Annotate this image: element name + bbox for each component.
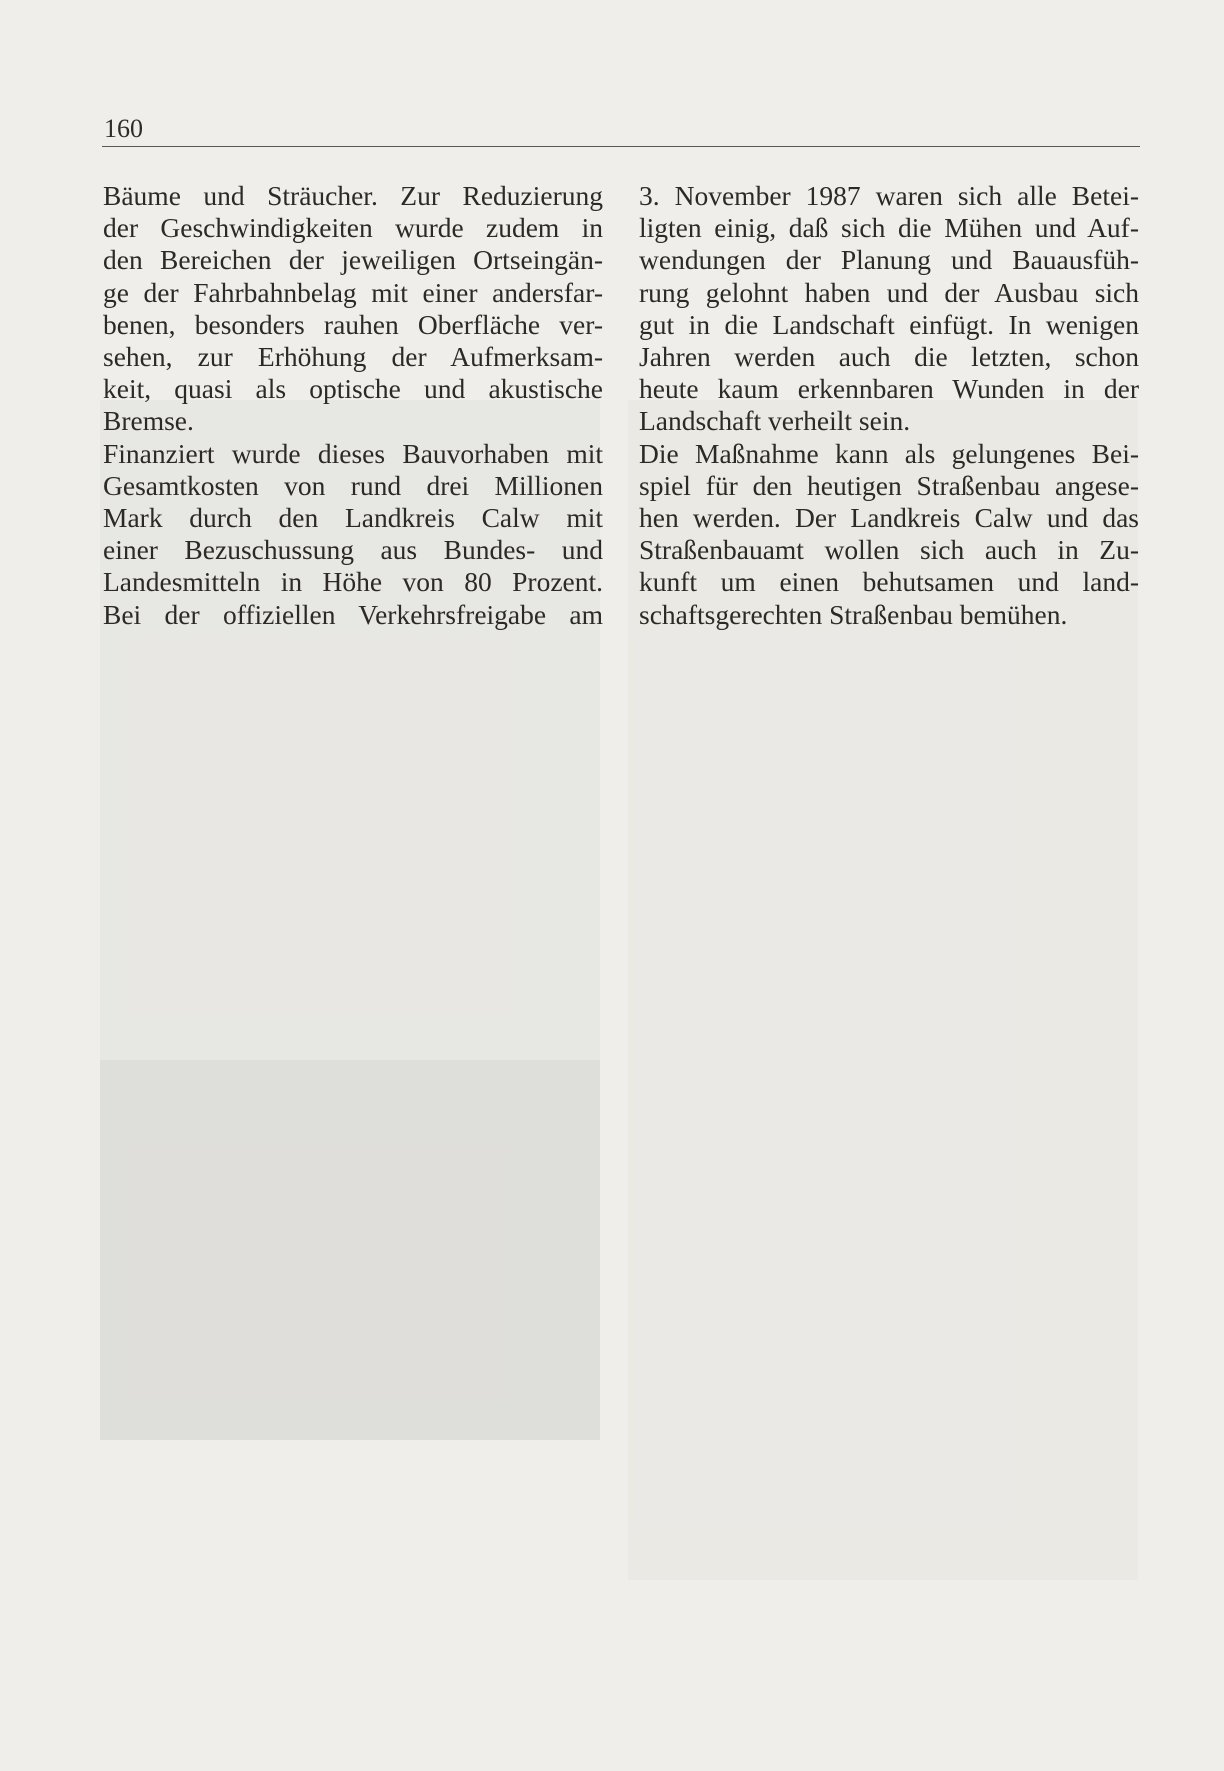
page-number: 160: [104, 114, 143, 143]
text-line: Jahren werden auch die letzten, schon: [639, 341, 1139, 373]
text-line: hen werden. Der Landkreis Calw und das: [639, 502, 1139, 534]
text-line: Bremse.: [103, 405, 194, 437]
text-line: Finanziert wurde dieses Bauvorhaben mit: [103, 437, 603, 469]
text-line: den Bereichen der jeweiligen Ortseingän-: [103, 244, 603, 276]
text-line: Bei der offiziellen Verkehrsfreigabe am: [103, 598, 603, 630]
text-line: sehen, zur Erhöhung der Aufmerksam-: [103, 341, 603, 373]
header-rule: [102, 146, 1140, 147]
paragraph-opening: [639, 180, 1139, 438]
text-line: kunft um einen behutsamen und land-: [639, 566, 1139, 598]
text-line: keit, quasi als optische und akustische: [103, 373, 603, 405]
text-line: Landschaft verheilt sein.: [639, 405, 911, 437]
text-line: einer Bezuschussung aus Bundes- und: [103, 534, 603, 566]
text-line: spiel für den heutigen Straßenbau angese-: [639, 469, 1139, 501]
text-line: benen, besonders rauhen Oberfläche ver-: [103, 308, 603, 340]
text-line: schaftsgerechten Straßenbau bemühen.: [639, 598, 1068, 630]
paragraph-roadwork: [103, 180, 603, 438]
text-line: ge der Fahrbahnbelag mit einer andersfar-: [103, 276, 603, 308]
text-line: rung gelohnt haben und der Ausbau sich: [639, 276, 1139, 308]
right-column: [639, 180, 1139, 631]
text-line: ligten einig, daß sich die Mühen und Auf-: [639, 212, 1139, 244]
text-line: Gesamtkosten von rund drei Millionen: [103, 469, 603, 501]
show-through-left-photo: [100, 1060, 600, 1440]
text-line: gut in die Landschaft einfügt. In wenigen: [639, 308, 1139, 340]
paragraph-financing: [103, 438, 603, 631]
text-line: der Geschwindigkeiten wurde zudem in: [103, 212, 603, 244]
paragraph-conclusion: [639, 438, 1139, 631]
text-line: Die Maßnahme kann als gelungenes Bei-: [639, 437, 1139, 469]
text-line: Bäume und Sträucher. Zur Reduzierung: [103, 180, 603, 211]
left-column: [103, 180, 603, 631]
text-line: Landesmitteln in Höhe von 80 Prozent.: [103, 566, 603, 598]
text-line: wendungen der Planung und Bauausfüh-: [639, 244, 1139, 276]
text-line: 3. November 1987 waren sich alle Betei-: [639, 180, 1139, 211]
text-line: Mark durch den Landkreis Calw mit: [103, 502, 603, 534]
text-line: Straßenbauamt wollen sich auch in Zu-: [639, 534, 1139, 566]
text-line: heute kaum erkennbaren Wunden in der: [639, 373, 1139, 405]
